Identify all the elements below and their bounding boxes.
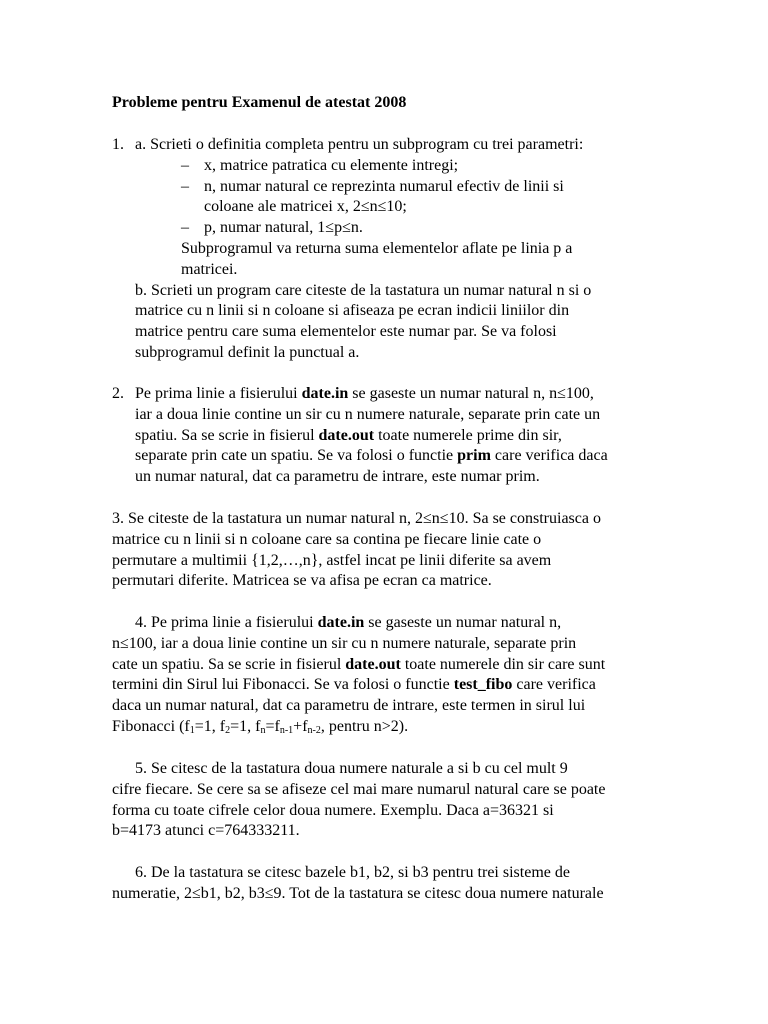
text-line: separate prin cate un spatiu. Se va folosi o functie prim care verifica daca (135, 447, 608, 465)
problem-5 (112, 759, 662, 842)
text-line: subprogramul definit la punctual a. (135, 343, 360, 361)
problem-3 (112, 509, 662, 592)
filename-date-out: date.out (345, 655, 401, 673)
text-line: permutare a multimii {1,2,…,n}, astfel incat pe linii diferite sa avem (112, 551, 552, 569)
bullet-item: – x, matrice patratica cu elemente intregi; (112, 156, 662, 177)
text-line: matrice pentru care suma elementelor este numar par. Se va folosi (135, 323, 557, 341)
problem-4 (112, 613, 662, 738)
text-line: cifre fiecare. Se cere sa se afiseze cel mai mare numarul natural care se poate (112, 780, 606, 798)
text-line: Subprogramul va returna suma elementelor aflate pe linia p a (181, 239, 573, 257)
filename-date-out: date.out (318, 426, 375, 444)
problem-1 (112, 135, 662, 364)
text-line: 2. Pe prima linie a fisierului date.in se gaseste un numar natural n, n≤100, (112, 385, 594, 402)
text-line: 3. Se citeste de la tastatura un numar natural n, 2≤n≤10. Sa se construiasca o (112, 510, 601, 527)
text-line: forma cu toate cifrele celor doua numere. Exemplu. Daca a=36321 si (112, 801, 554, 819)
bullet-item: – n, numar natural ce reprezinta numarul efectiv de linii si (112, 177, 662, 198)
text-line: daca un numar natural, dat ca parametru de intrare, este termen in sirul lui (112, 697, 586, 715)
function-name-prim: prim (457, 447, 491, 465)
bullet-item-continuation: coloane ale matricei x, 2≤n≤10; (204, 198, 407, 216)
text-line: 4. Pe prima linie a fisierului date.in se gaseste un numar natural n, (135, 614, 562, 631)
text-line: numeratie, 2≤b1, b2, b3≤9. Tot de la tastatura se citesc doua numere naturale (112, 884, 604, 902)
fibonacci-formula: Fibonacci ($f_1=1$, $f_2=1$, $f_n=f_{n-1}+f_{n-2}$, pentru n>2). (112, 717, 409, 736)
text-line: cate un spatiu. Sa se scrie in fisierul date.out toate numerele din sir care sunt (112, 655, 606, 673)
dash-bullet-icon: – (181, 219, 189, 237)
text-line: matrice cu n linii si n coloane si afiseaza pe ecran indicii liniilor din (135, 302, 570, 320)
bullet-item: – p, numar natural, 1≤p≤n. (112, 218, 662, 239)
text-line: permutari diferite. Matricea se va afisa pe ecran ca matrice. (112, 572, 492, 590)
text-line: n≤100, iar a doua linie contine un sir cu n numere naturale, separate prin (112, 634, 577, 652)
dash-bullet-icon: – (181, 177, 189, 195)
text-line: 6. De la tastatura se citesc bazele b1, b2, si b3 pentru trei sisteme de (135, 864, 570, 881)
dash-bullet-icon: – (181, 156, 189, 174)
problem-1-line-a: 1. a. Scrieti o definitia completa pentru un subprogram cu trei parametri: (112, 136, 584, 153)
problem-6 (112, 863, 662, 905)
text-line: termini din Sirul lui Fibonacci. Se va folosi o functie test_fibo care verifica (112, 676, 596, 694)
filename-date-in: date.in (301, 385, 349, 402)
text-line: b. Scrieti un program care citeste de la tastatura un numar natural n si o (135, 281, 592, 299)
text-line: b=4173 atunci c=764333211. (112, 822, 300, 840)
text-line: matrice cu n linii si n coloane care sa contina pe fiecare linie cate o (112, 530, 542, 548)
text-line: iar a doua linie contine un sir cu n numere naturale, separate prin cate un (135, 405, 601, 423)
text-line: 5. Se citesc de la tastatura doua numere naturale a si b cu cel mult 9 (135, 760, 568, 777)
text-line: un numar natural, dat ca parametru de intrare, este numar prim. (135, 468, 540, 486)
text-line: spatiu. Sa se scrie in fisierul date.out toate numerele prime din sir, (135, 426, 562, 444)
text-line: matricei. (181, 260, 238, 278)
page-title: Probleme pentru Examenul de atestat 2008 (112, 94, 407, 111)
filename-date-in: date.in (317, 614, 365, 631)
function-name-test-fibo: test_fibo (453, 676, 513, 694)
problem-2 (112, 384, 662, 488)
